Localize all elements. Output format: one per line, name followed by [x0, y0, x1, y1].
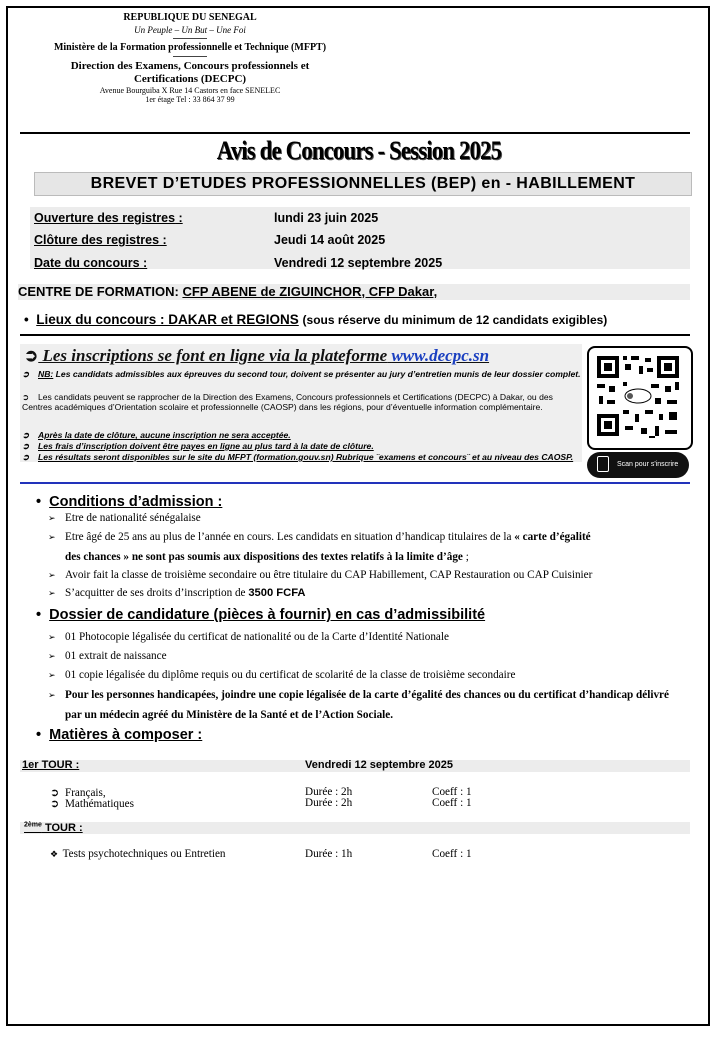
- locations-label: Lieux du concours : DAKAR et REGIONS: [36, 312, 299, 327]
- divider: [173, 56, 207, 57]
- platform-link[interactable]: www.decpc.sn: [391, 346, 490, 365]
- date-value: Jeudi 14 août 2025: [274, 233, 386, 247]
- list-item: ➢ S’acquitter de ses droits d’inscription de 3500 FCFA: [48, 584, 690, 603]
- address-line: Avenue Bourguiba X Rue 14 Castors en face SENELEC: [99, 86, 281, 95]
- notice-title: Avis de Concours - Session 2025: [216, 136, 502, 165]
- phone-icon: [597, 456, 609, 472]
- letterhead: [40, 12, 340, 104]
- date-value: Vendredi 12 septembre 2025: [274, 256, 443, 270]
- arrow-icon: ➢: [48, 588, 56, 598]
- list-item: ➢ 01 Photocopie légalisée du certificat de nationalité ou de la Carte d’Identité Nationale: [48, 628, 690, 647]
- dates-box: [30, 207, 690, 269]
- arrow-icon: ➲: [50, 798, 65, 810]
- qr-code[interactable]: [587, 346, 693, 450]
- arrow-icon: ➲: [22, 430, 30, 440]
- direction-name: Direction des Examens, Concours professionnels et Certifications (DECPC): [70, 60, 310, 85]
- date-value: lundi 23 juin 2025: [274, 211, 379, 225]
- tour1-label: 1er TOUR :: [22, 759, 80, 771]
- diamond-icon: ❖: [50, 849, 63, 859]
- header-rule: [20, 132, 690, 134]
- bullet-icon: •: [36, 494, 50, 510]
- tour2-label: $^{2ème}$ TOUR :: [24, 821, 83, 834]
- subject-coeff: Coeff : 1: [432, 797, 472, 809]
- locations-note: (sous réserve du minimum de 12 candidats exigibles): [302, 313, 608, 327]
- arrow-icon: ➢: [48, 632, 56, 642]
- ministry-name: Ministère de la Formation professionnelle et Technique (MFPT): [53, 42, 327, 53]
- date-row: [34, 233, 385, 247]
- arrow-icon: ➲: [22, 441, 30, 451]
- subject-duration: Durée : 2h: [305, 786, 353, 798]
- arrow-icon: ➢: [48, 513, 56, 523]
- arrow-icon: ➲: [50, 787, 65, 799]
- list-item: ➢ 01 copie légalisée du diplôme requis ou du certificat de scolarité de la classe de troisième secondaire: [48, 666, 690, 685]
- note-item: ➲ Après la date de clôture, aucune inscription ne sera acceptée.: [22, 430, 291, 440]
- conditions-heading: • Conditions d’admission :: [36, 494, 223, 510]
- note-item: ➲ Les frais d’inscription doivent être payes en ligne au plus tard à la date de clôture.: [22, 441, 374, 451]
- note-item: ➲ Les candidats peuvent se rapprocher de la Direction des Examens, Concours professionnels et Certifications (DECPC) à Dakar, ou des Centres académiques d’Orientation scolaire et professionnelle (CAOSP) dans les régions, pour d’éventuelle information complémentaire.: [22, 392, 553, 412]
- note-item: ➲ Les résultats seront disponibles sur le site du MFPT (formation.gouv.sn) Rubrique ¨examens et concours¨ et au niveau des CAOSP.: [22, 452, 574, 462]
- subjects-heading: • Matières à composer :: [36, 727, 203, 743]
- bullet-icon: •: [36, 607, 50, 623]
- exam-locations: [24, 312, 607, 327]
- scan-label: Scan pour s'inscrire: [617, 461, 679, 468]
- bullet-icon: •: [36, 727, 50, 743]
- note-item: ➲ NB: Les candidats admissibles aux épreuves du second tour, doivent se présenter au jury d’entretien munis de leur dossier complet.: [22, 369, 581, 379]
- subject-coeff: Coeff : 1: [432, 786, 472, 798]
- address-line: 1er étage Tel : 33 864 37 99: [145, 95, 235, 104]
- republic-name: REPUBLIQUE DU SENEGAL: [123, 12, 257, 23]
- centre-label: CENTRE DE FORMATION:: [18, 284, 179, 299]
- subject-row: ➲ Mathématiques: [50, 798, 134, 810]
- exam-subtitle: BREVET D’ETUDES PROFESSIONNELLES (BEP) en - HABILLEMENT: [34, 172, 692, 196]
- arrow-icon: ➲: [22, 452, 30, 462]
- tour1-date: Vendredi 12 septembre 2025: [305, 759, 453, 771]
- subject-duration: Durée : 1h: [305, 848, 353, 860]
- section-rule: [20, 334, 690, 336]
- arrow-icon: ➢: [48, 690, 56, 700]
- tour-bar: [20, 822, 690, 834]
- arrow-icon: ➲: [22, 369, 30, 379]
- subject-row: ❖ Tests psychotechniques ou Entretien: [50, 848, 226, 860]
- national-motto: Un Peuple – Un But – Une Foi: [134, 25, 246, 35]
- arrow-icon: ➢: [48, 532, 56, 542]
- bullet-icon: •: [24, 312, 37, 327]
- arrow-icon: ➢: [48, 570, 56, 580]
- list-item: ➢ 01 extrait de naissance: [48, 647, 690, 666]
- arrow-icon: ➲: [22, 392, 30, 402]
- subject-row: ➲ Français,: [50, 787, 106, 799]
- subject-coeff: Coeff : 1: [432, 848, 472, 860]
- date-row: [34, 256, 442, 270]
- divider: [173, 38, 207, 39]
- list-item: ➢ Pour les personnes handicapées, joindre une copie légalisée de la carte d’égalité des chances ou du certificat d’handicap délivré par un médecin agréé du Ministère de la Santé et de l’Action Sociale.: [48, 685, 688, 725]
- arrow-icon: ➢: [48, 670, 56, 680]
- centre-value: CFP ABENE de ZIGUINCHOR, CFP Dakar,: [182, 284, 438, 299]
- list-item: ➢ Etre âgé de 25 ans au plus de l’année en cours. Les candidats en situation d’handicap titulaires de la « carte d’égalité des chances » ne sont pas soumis aux dispositions des textes relatifs à la limite d’âge ;: [48, 528, 690, 567]
- list-item: ➢ Avoir fait la classe de troisième secondaire ou être titulaire du CAP Habillement, CAP Restauration ou CAP Cuisinier: [48, 566, 690, 585]
- arrow-icon: ➢: [48, 651, 56, 661]
- date-label: Clôture des registres :: [34, 233, 167, 247]
- date-label: Ouverture des registres :: [34, 211, 183, 225]
- dossier-heading: • Dossier de candidature (pièces à fournir) en cas d’admissibilité: [36, 607, 486, 623]
- section-rule: [20, 482, 690, 484]
- date-row: [34, 211, 378, 225]
- registration-heading: ➲ Les inscriptions se font en ligne via la plateforme www.decpc.sn: [24, 346, 490, 365]
- list-item: ➢ Etre de nationalité sénégalaise: [48, 509, 690, 528]
- scan-button[interactable]: [587, 452, 689, 478]
- training-centre: [18, 284, 690, 300]
- qr-code-icon: [589, 348, 687, 444]
- date-label: Date du concours :: [34, 256, 148, 270]
- arrow-icon: ➲: [24, 346, 39, 365]
- subject-duration: Durée : 2h: [305, 797, 353, 809]
